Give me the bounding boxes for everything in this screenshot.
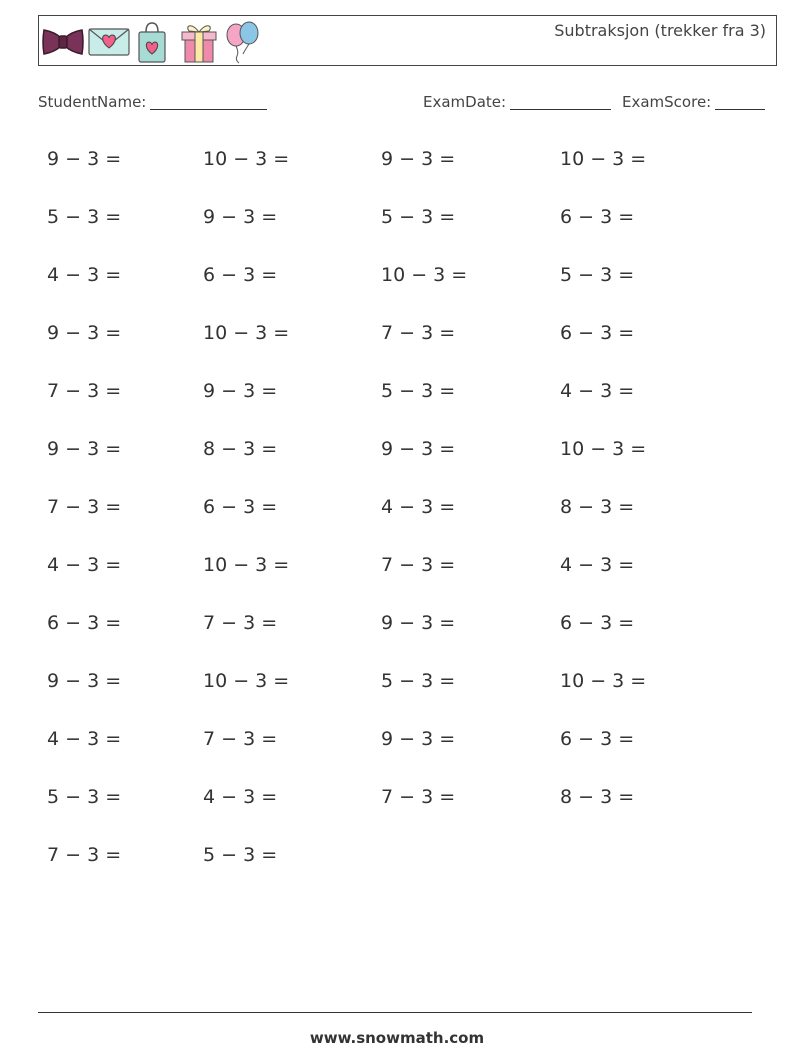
problem-item: 7 − 3 = [203, 612, 278, 634]
problem-item: 7 − 3 = [381, 786, 456, 808]
exam-score-field [622, 93, 765, 111]
worksheet-title: Subtraksjon (trekker fra 3) [554, 21, 766, 40]
problem-item: 5 − 3 = [560, 264, 635, 286]
problem-item: 10 − 3 = [203, 322, 290, 344]
problem-item: 10 − 3 = [560, 438, 647, 460]
problem-item: 8 − 3 = [560, 496, 635, 518]
problem-item: 4 − 3 = [47, 554, 122, 576]
student-name-label: StudentName: [38, 93, 147, 111]
problem-item: 9 − 3 = [203, 206, 278, 228]
problem-item: 7 − 3 = [47, 844, 122, 866]
problem-item: 4 − 3 = [47, 728, 122, 750]
problem-item: 7 − 3 = [381, 322, 456, 344]
problem-item: 6 − 3 = [203, 264, 278, 286]
problem-item: 10 − 3 = [203, 148, 290, 170]
problem-item: 8 − 3 = [203, 438, 278, 460]
problem-item: 8 − 3 = [560, 786, 635, 808]
problem-item: 5 − 3 = [381, 206, 456, 228]
balloons-icon [223, 20, 263, 64]
problem-item: 10 − 3 = [560, 670, 647, 692]
problem-item: 6 − 3 = [560, 612, 635, 634]
exam-date-blank[interactable] [510, 94, 611, 110]
problem-item: 9 − 3 = [47, 670, 122, 692]
problem-item: 5 − 3 = [381, 670, 456, 692]
problem-item: 10 − 3 = [203, 670, 290, 692]
problem-item: 4 − 3 = [560, 554, 635, 576]
problem-item: 10 − 3 = [381, 264, 468, 286]
problem-item: 9 − 3 = [47, 438, 122, 460]
problem-item: 9 − 3 = [47, 148, 122, 170]
problem-item: 7 − 3 = [381, 554, 456, 576]
problem-item: 9 − 3 = [203, 380, 278, 402]
problem-item: 5 − 3 = [47, 786, 122, 808]
bow-tie-icon [41, 26, 85, 58]
problem-item: 7 − 3 = [47, 380, 122, 402]
exam-date-field [423, 93, 611, 111]
footer-url: www.snowmath.com [309, 1029, 485, 1047]
problem-item: 10 − 3 = [560, 148, 647, 170]
problem-item: 6 − 3 = [560, 728, 635, 750]
exam-score-blank[interactable] [715, 94, 765, 110]
exam-date-label: ExamDate: [423, 93, 507, 111]
problem-item: 4 − 3 = [560, 380, 635, 402]
problem-item: 6 − 3 = [560, 206, 635, 228]
problem-item: 4 − 3 = [47, 264, 122, 286]
problem-item: 7 − 3 = [47, 496, 122, 518]
love-letter-icon [87, 26, 131, 58]
gift-box-icon [179, 20, 219, 64]
problem-item: 9 − 3 = [381, 728, 456, 750]
problem-item: 5 − 3 = [47, 206, 122, 228]
problem-item: 9 − 3 = [381, 148, 456, 170]
student-name-blank[interactable] [150, 94, 267, 110]
problem-item: 5 − 3 = [203, 844, 278, 866]
problem-item: 6 − 3 = [560, 322, 635, 344]
problem-item: 6 − 3 = [203, 496, 278, 518]
problem-item: 7 − 3 = [203, 728, 278, 750]
student-name-field [38, 93, 267, 111]
problem-item: 4 − 3 = [203, 786, 278, 808]
shopping-bag-heart-icon [135, 20, 169, 64]
problem-item: 9 − 3 = [47, 322, 122, 344]
worksheet-header [38, 15, 777, 66]
problem-item: 10 − 3 = [203, 554, 290, 576]
problem-item: 9 − 3 = [381, 612, 456, 634]
problem-item: 6 − 3 = [47, 612, 122, 634]
problem-item: 5 − 3 = [381, 380, 456, 402]
footer-divider [38, 1012, 752, 1013]
exam-score-label: ExamScore: [622, 93, 712, 111]
problem-item: 4 − 3 = [381, 496, 456, 518]
problem-item: 9 − 3 = [381, 438, 456, 460]
